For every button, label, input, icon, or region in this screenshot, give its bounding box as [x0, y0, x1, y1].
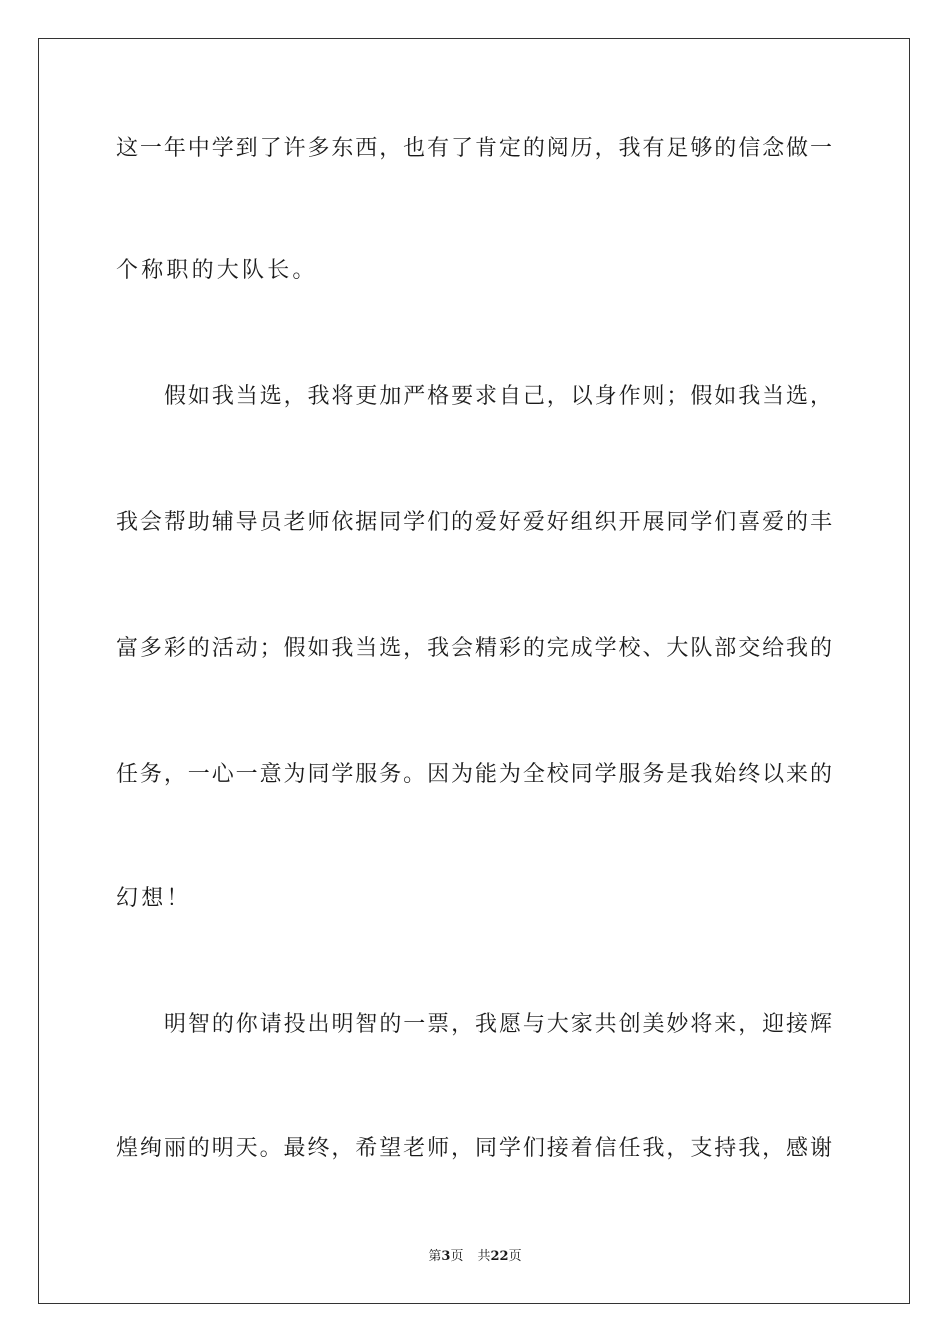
footer-total-prefix: 共: [477, 1249, 491, 1264]
page-footer: [0, 1248, 950, 1266]
body-text-line-2: 个称职的大队长。: [116, 258, 318, 283]
body-text-line-1: 这一年中学到了许多东西，也有了肯定的阅历，我有足够的信念做一: [116, 136, 832, 161]
page-border: [38, 38, 910, 1304]
footer-total-suffix: 页: [508, 1249, 522, 1264]
body-text-line-4: 我会帮助辅导员老师依据同学们的爱好爱好组织开展同学们喜爱的丰: [116, 510, 832, 535]
body-text-line-9: 煌绚丽的明天。最终，希望老师，同学们接着信任我，支持我，感谢: [116, 1136, 832, 1161]
footer-page-prefix: 第: [428, 1249, 442, 1264]
footer-page-number: 3: [441, 1249, 451, 1264]
body-text-line-7: 幻想！: [116, 886, 192, 911]
footer-page-suffix: 页: [450, 1249, 464, 1264]
body-text-line-8: 明智的你请投出明智的一票，我愿与大家共创美妙将来，迎接辉: [164, 1012, 832, 1037]
footer-total-pages: 22: [490, 1249, 509, 1264]
body-text-line-5: 富多彩的活动；假如我当选，我会精彩的完成学校、大队部交给我的: [116, 636, 832, 661]
body-text-line-3: 假如我当选，我将更加严格要求自己，以身作则；假如我当选，: [164, 384, 832, 409]
body-text-line-6: 任务，一心一意为同学服务。因为能为全校同学服务是我始终以来的: [116, 762, 832, 787]
